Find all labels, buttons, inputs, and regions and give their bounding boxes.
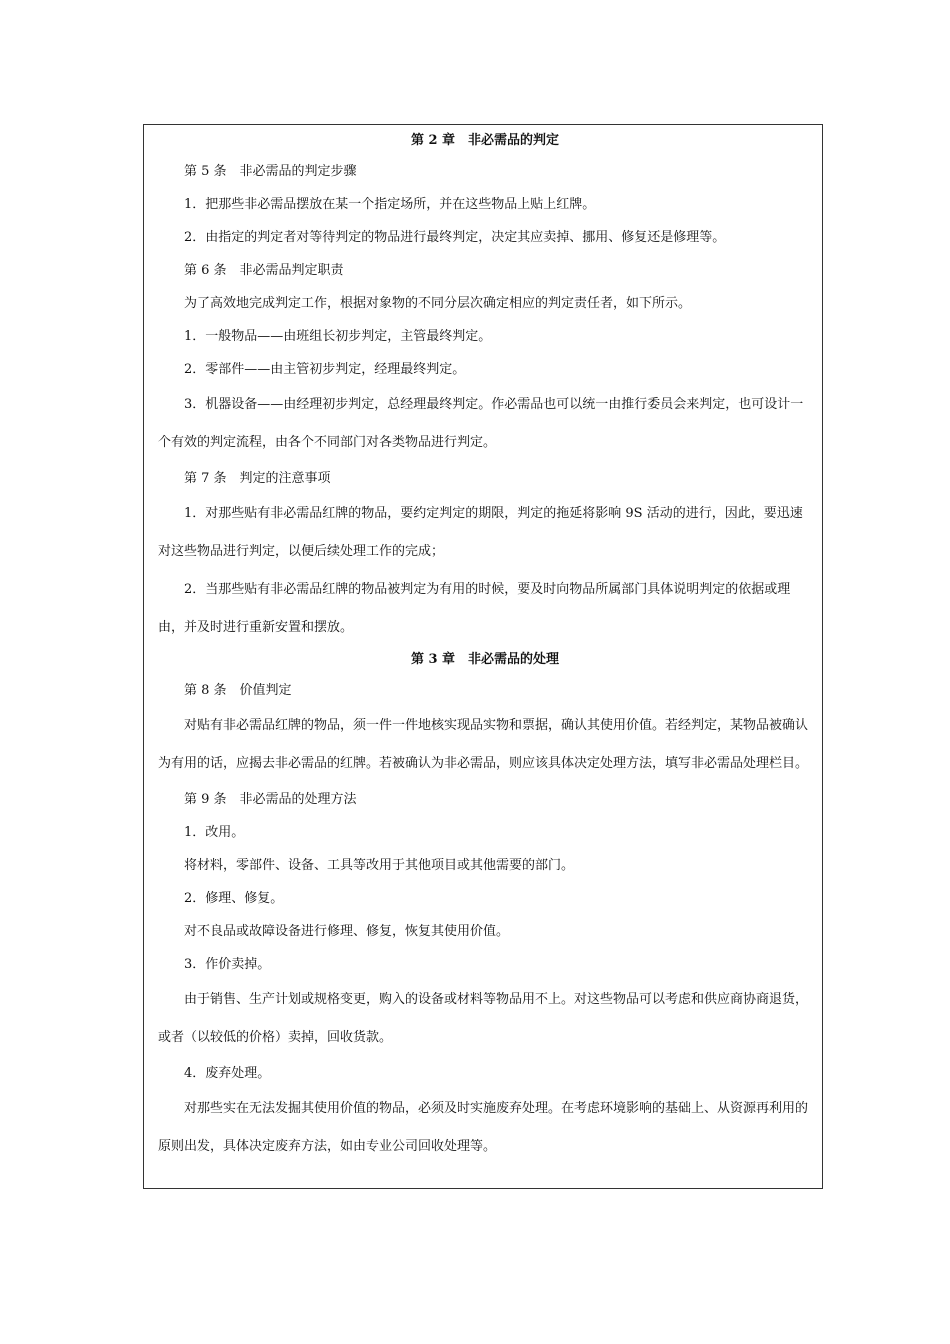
article-9-item-2-label: 2．修理、修复。 <box>184 891 284 906</box>
article-6-intro: 为了高效地完成判定工作，根据对象物的不同分层次确定相应的判定责任者，如下所示。 <box>184 296 692 311</box>
article-9-item-3-label: 3．作价卖掉。 <box>184 957 271 972</box>
article-9-item-4-text: 对那些实在无法发掘其使用价值的物品，必须及时实施废弃处理。在考虑环境影响的基础上、从资源再利用的原则出发，具体决定废弃方法，如由专业公司回收处理等。 <box>158 1101 809 1154</box>
article-9-item-1-text: 将材料，零部件、设备、工具等改用于其他项目或其他需要的部门。 <box>184 858 575 873</box>
article-6-item-2: 2．零部件——由主管初步判定，经理最终判定。 <box>184 362 466 377</box>
article-7-item-1: 1．对那些贴有非必需品红牌的物品，要约定判定的期限，判定的拖延将影响 9S 活动的进行，因此，要迅速对这些物品进行判定，以便后续处理工作的完成； <box>158 506 803 559</box>
article-9-item-2-text: 对不良品或故障设备进行修理、修复，恢复其使用价值。 <box>184 924 510 939</box>
article-8-text: 对贴有非必需品红牌的物品，须一件一件地核实现品实物和票据，确认其使用价值。若经判定，某物品被确认为有用的话，应揭去非必需品的红牌。若被确认为非必需品，则应该具体决定处理方法，填写非必需品处理栏目。 <box>158 718 809 771</box>
chapter-2-title: 第 2 章 非必需品的判定 <box>410 133 560 148</box>
chapter-3-title: 第 3 章 非必需品的处理 <box>410 652 560 667</box>
article-7-title: 第 7 条 判定的注意事项 <box>184 471 331 486</box>
article-7-item-2: 2．当那些贴有非必需品红牌的物品被判定为有用的时候，要及时向物品所属部门具体说明判定的依据或理由，并及时进行重新安置和摆放。 <box>158 582 791 635</box>
article-9-title: 第 9 条 非必需品的处理方法 <box>184 792 357 807</box>
document-box <box>143 124 823 1189</box>
article-5-title: 第 5 条 非必需品的判定步骤 <box>184 164 357 179</box>
article-6-title: 第 6 条 非必需品判定职责 <box>184 263 344 278</box>
article-5-item-1: 1．把那些非必需品摆放在某一个指定场所，并在这些物品上贴上红牌。 <box>184 197 596 212</box>
article-6-item-3: 3．机器设备——由经理初步判定，总经理最终判定。作必需品也可以统一由推行委员会来判定，也可设计一个有效的判定流程，由各个不同部门对各类物品进行判定。 <box>158 397 804 450</box>
article-9-item-1-label: 1．改用。 <box>184 825 245 840</box>
article-9-item-4-label: 4．废弃处理。 <box>184 1066 271 1081</box>
article-9-item-3-text: 由于销售、生产计划或规格变更，购入的设备或材料等物品用不上。对这些物品可以考虑和供应商协商退货，或者（以较低的价格）卖掉，回收货款。 <box>158 992 809 1045</box>
article-6-item-1: 1．一般物品——由班组长初步判定，主管最终判定。 <box>184 329 492 344</box>
article-5-item-2: 2．由指定的判定者对等待判定的物品进行最终判定，决定其应卖掉、挪用、修复还是修理等。 <box>184 230 726 245</box>
article-8-title: 第 8 条 价值判定 <box>184 683 292 698</box>
